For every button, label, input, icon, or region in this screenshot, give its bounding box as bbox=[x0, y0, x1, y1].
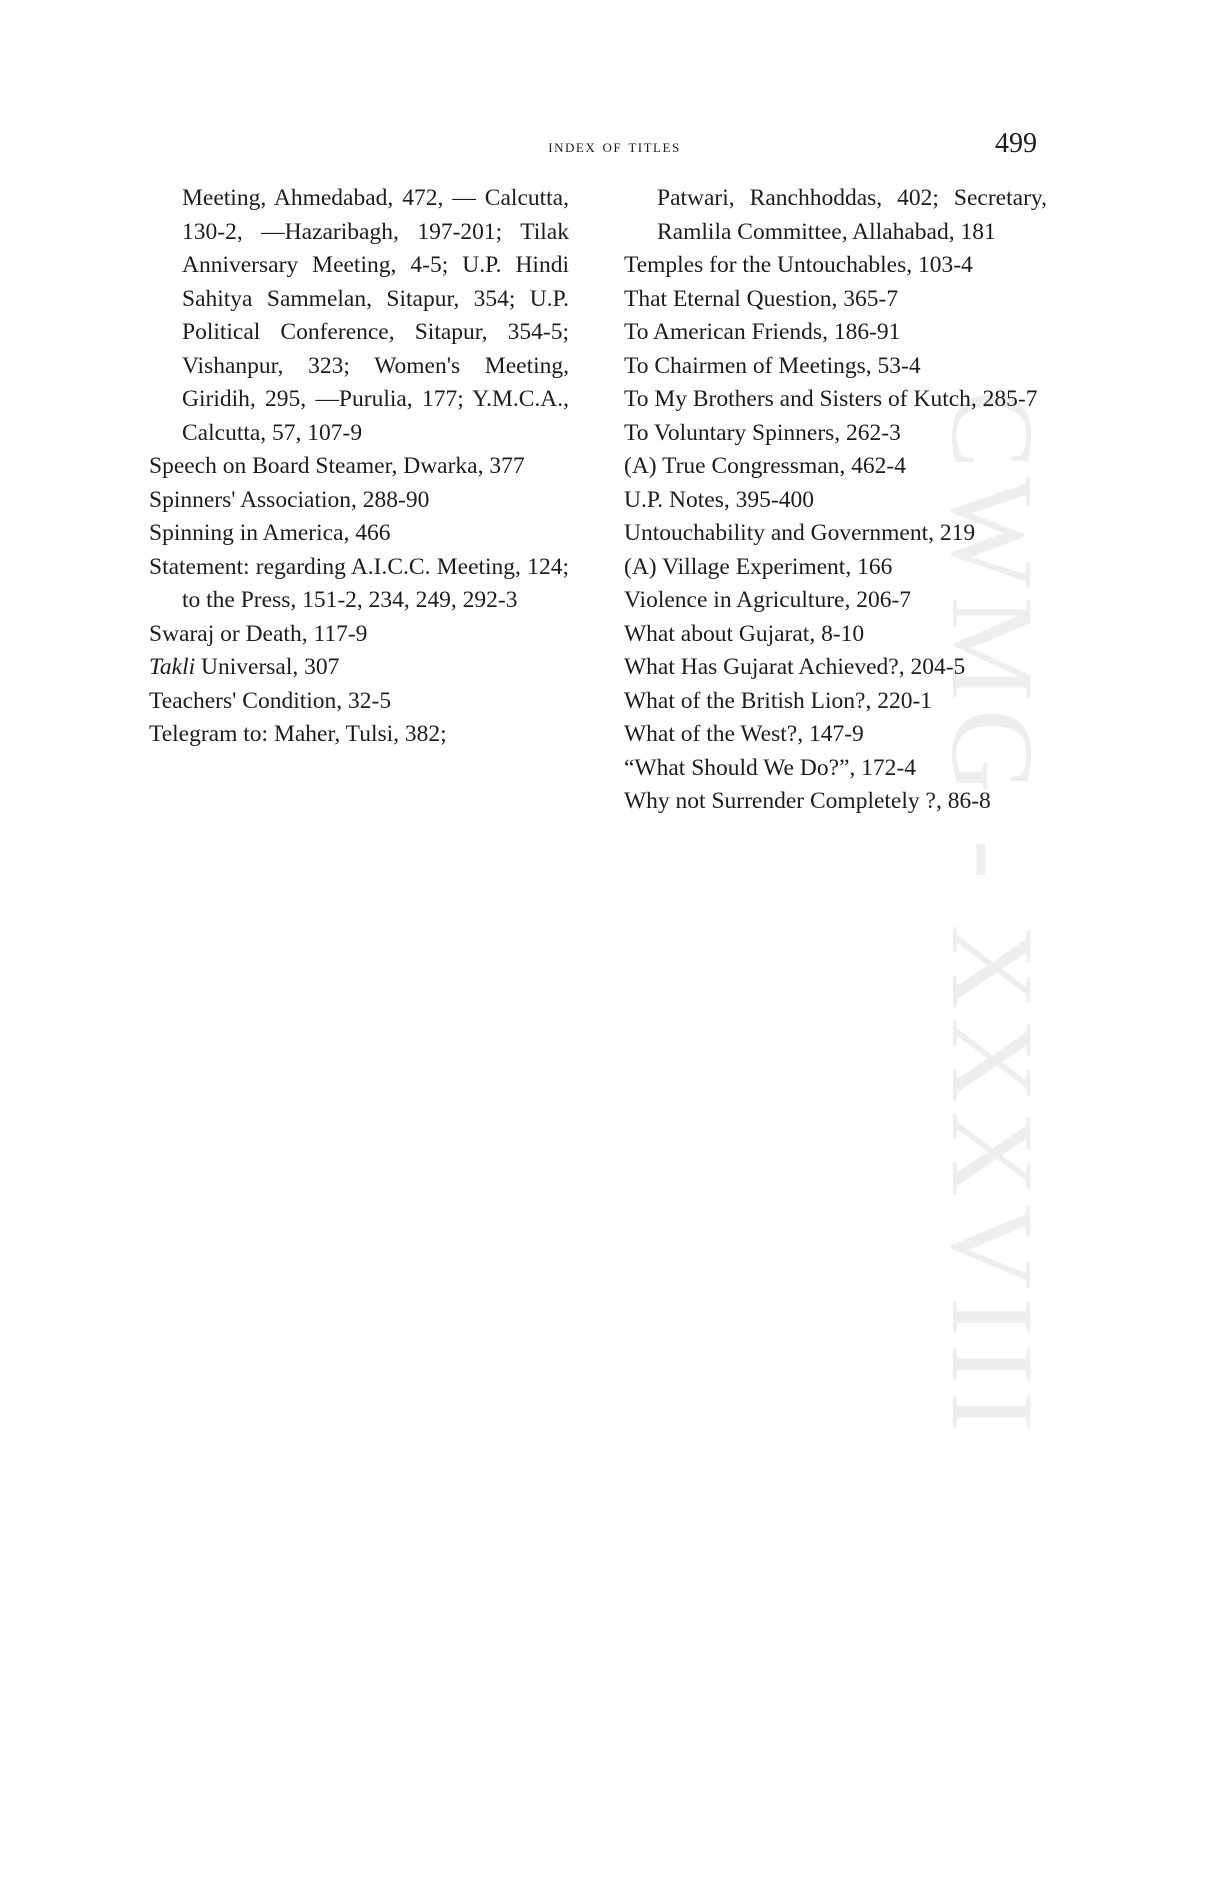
index-entry: To My Brothers and Sisters of Kutch, 285-7 bbox=[624, 386, 1038, 412]
index-entry: What of the West?, 147-9 bbox=[624, 721, 864, 747]
index-entry: Statement: regarding A.I.C.C. Meeting, 124; to the Press, 151-2, 234, 249, 292-3 bbox=[149, 553, 569, 613]
page-number: 499 bbox=[995, 128, 1037, 159]
index-entry: Telegram to: Maher, Tulsi, 382; bbox=[149, 721, 447, 747]
index-entry: What Has Gujarat Achieved?, 204-5 bbox=[624, 654, 966, 680]
index-entry-continued: Patwari, Ranchhoddas, 402; Secretary, Ramlila Committee, Allahabad, 181 bbox=[657, 185, 1047, 245]
italic-term: Takli bbox=[149, 654, 196, 680]
index-entry: Spinners' Association, 288-90 bbox=[149, 486, 430, 513]
index-entry: That Eternal Question, 365-7 bbox=[624, 285, 899, 312]
index-entry: What about Gujarat, 8-10 bbox=[624, 620, 865, 647]
entry-text: Universal, 307 bbox=[195, 654, 340, 680]
index-entry: Why not Surrender Completely ?, 86-8 bbox=[624, 788, 991, 814]
index-entry: Swaraj or Death, 117-9 bbox=[149, 620, 368, 647]
running-header: index of titles bbox=[548, 136, 681, 157]
index-entry: To Voluntary Spinners, 262-3 bbox=[624, 419, 901, 446]
index-entry: Teachers' Condition, 32-5 bbox=[149, 687, 392, 714]
index-entry bbox=[149, 651, 569, 685]
index-entry: To American Friends, 186-91 bbox=[624, 319, 901, 345]
index-entry-continued: Meeting, Ahmedabad, 472, — Calcutta, 130-2, —Hazaribagh, 197-201; Tilak Anniversary Meeting, 4-5; U.P. Hindi Sahitya Sammelan, Sitapur, 354; U.P. Political Conference, Sitapur, 354-5; Vishanpur, 323; Women's Meeting, Giridih, 295, —Purulia, 177; Y.M.C.A., Calcutta, 57, 107-9 bbox=[182, 185, 569, 446]
index-entry: To Chairmen of Meetings, 53-4 bbox=[624, 352, 921, 379]
index-entry: What of the British Lion?, 220-1 bbox=[624, 687, 933, 714]
watermark: CWMG - XXXVIII bbox=[927, 390, 1058, 1440]
index-entry: Temples for the Untouchables, 103-4 bbox=[624, 252, 973, 278]
right-column bbox=[624, 182, 1047, 819]
index-entry: Violence in Agriculture, 206-7 bbox=[624, 587, 912, 613]
index-entry: Spinning in America, 466 bbox=[149, 520, 391, 546]
left-column bbox=[149, 182, 569, 752]
index-entry: Untouchability and Government, 219 bbox=[624, 520, 976, 546]
index-entry: (A) True Congressman, 462-4 bbox=[624, 453, 906, 479]
index-entry: Speech on Board Steamer, Dwarka, 377 bbox=[149, 453, 525, 479]
index-entry: (A) Village Experiment, 166 bbox=[624, 553, 893, 580]
index-entry: “What Should We Do?”, 172-4 bbox=[624, 754, 917, 781]
index-entry: U.P. Notes, 395-400 bbox=[624, 486, 814, 513]
